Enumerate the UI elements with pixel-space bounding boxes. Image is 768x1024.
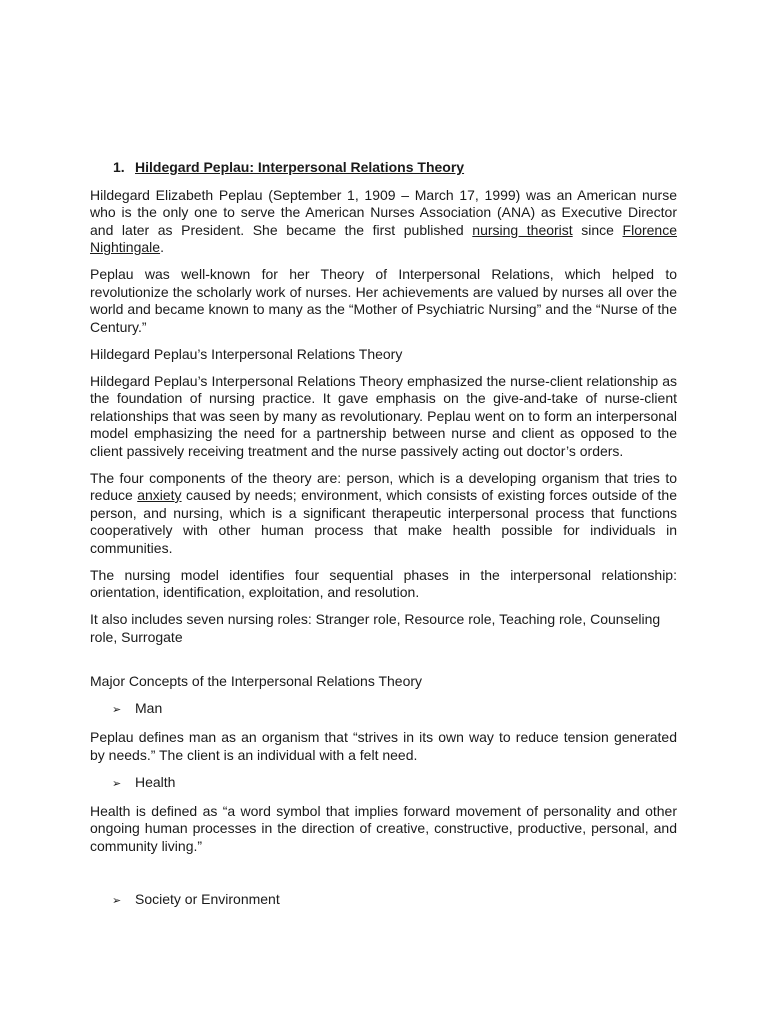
bullet-label: Society or Environment [135, 890, 280, 907]
section-title: Hildegard Peplau: Interpersonal Relations Theory [135, 159, 465, 175]
spacer [90, 865, 677, 891]
document-body [90, 159, 677, 920]
bullet-item-health [112, 774, 677, 794]
bullet-item-society [112, 891, 677, 911]
arrow-bullet-icon: ➢ [112, 777, 122, 790]
arrow-bullet-icon: ➢ [112, 704, 122, 716]
paragraph-text: since [572, 221, 623, 238]
paragraph-roles: It also includes seven nursing roles: Stranger role, Resource role, Teaching role, Counseling role, Surrogate [90, 611, 661, 645]
subheading-major-concepts: Major Concepts of the Interpersonal Relations Theory [90, 673, 423, 689]
paragraph-theory: Hildegard Peplau’s Interpersonal Relations Theory emphasized the nurse-client relationship as the foundation of nursing practice. It gave emphasis on the give-and-take of nurse-client relationships that was seen by many as revolutionary. Peplau went on to form an interpersonal model emphasizing the need for a partnership between nurse and client as opposed to the client passively receiving treatment and the nurse passively acting out doctor’s orders. [90, 372, 677, 459]
paragraph-phases: The nursing model identifies four sequential phases in the interpersonal relationship: orientation, identification, exploitation, and resolution. [90, 566, 677, 600]
bullet-item-man [112, 700, 677, 720]
bullet-label: Health [135, 773, 176, 790]
link-nursing-theorist[interactable]: nursing theorist [472, 221, 573, 238]
link-anxiety[interactable]: anxiety [137, 487, 182, 503]
bullet-label: Man [135, 700, 163, 716]
spacer [90, 656, 677, 674]
section-heading [90, 159, 677, 177]
arrow-bullet-icon: ➢ [112, 894, 122, 907]
paragraph-biography [90, 187, 677, 257]
link-florence-nightingale[interactable]: Florence Nightingale [90, 221, 677, 255]
subheading-theory: Hildegard Peplau’s Interpersonal Relations Theory [90, 345, 403, 362]
paragraph-achievements: Peplau was well-known for her Theory of Interpersonal Relations, which helped to revolutionize the scholarly work of nurses. Her achievements are valued by nurses all over the world and became known to many as the “Mother of Psychiatric Nursing” and the “Nurse of the Century.” [90, 266, 677, 335]
paragraph-text: The four components of the theory are: person, which is a developing organism that tries to reduce [90, 469, 677, 503]
section-number: 1. [113, 159, 125, 175]
paragraph-text: Hildegard Elizabeth Peplau (September 1, 1909 – March 17, 1999) was an American nurse who is the only one to serve the American Nurses Association (ANA) as Executive Director and later as President. She became the first published [90, 186, 677, 238]
paragraph-health: Health is defined as “a word symbol that implies forward movement of personality and other ongoing human processes in the direction of creative, constructive, productive, personal, and community living.” [90, 802, 677, 854]
paragraph-text: caused by needs; environment, which consists of existing forces outside of the person, and nursing, which is a significant therapeutic interpersonal process that functions cooperatively with other human process that make health possible for individuals in communities. [90, 487, 677, 556]
paragraph-components [90, 470, 677, 558]
paragraph-man: Peplau defines man as an organism that “strives in its own way to reduce tension generated by needs.” The client is an individual with a felt need. [90, 729, 677, 763]
paragraph-text: . [160, 239, 164, 255]
